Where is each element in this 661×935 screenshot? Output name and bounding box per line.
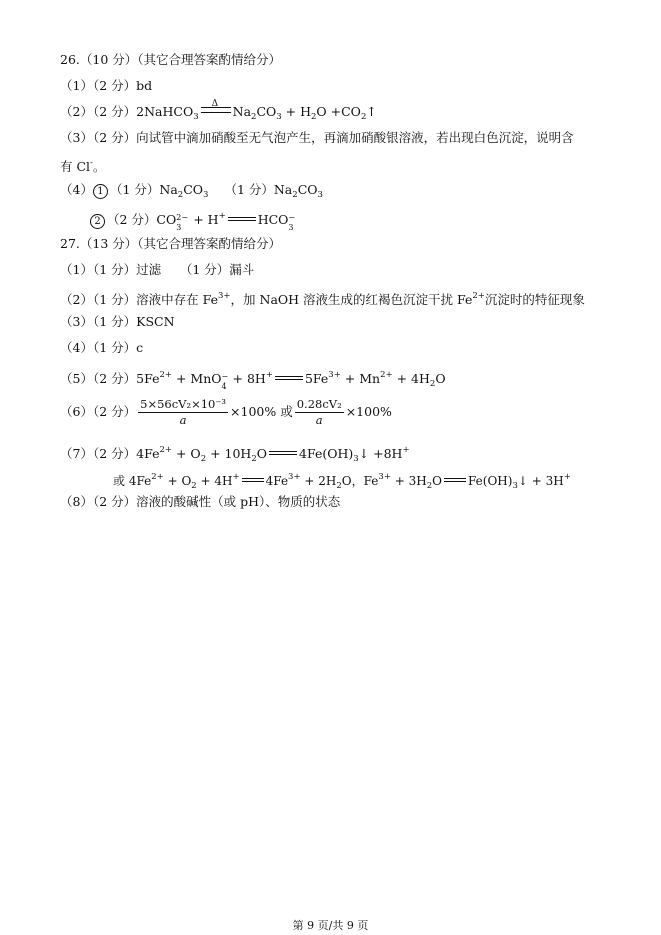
superscript: + bbox=[563, 472, 571, 482]
text: O bbox=[432, 474, 443, 488]
subscript: 2 bbox=[251, 454, 257, 464]
q27-part7-line1 bbox=[60, 441, 410, 468]
q26-part2-label: （2）（2 分） bbox=[60, 104, 137, 119]
text: + O bbox=[163, 474, 192, 488]
q27-part8: （8）（2 分）溶液的酸碱性（或 pH）、物质的状态 bbox=[60, 494, 341, 509]
text: + 8H bbox=[228, 371, 266, 386]
superscript: 3+ bbox=[288, 472, 301, 482]
text: ，加 NaOH 溶液生成的红褐色沉淀干扰 Fe bbox=[230, 292, 473, 307]
q26-part4-line2 bbox=[90, 207, 296, 232]
denominator: a bbox=[315, 413, 323, 427]
superscript: + bbox=[232, 472, 240, 482]
circled-number: 2 bbox=[90, 214, 105, 229]
q27-header: 27.（13 分）（其它合理答案酌情给分） bbox=[60, 236, 282, 251]
superscript: 2− bbox=[176, 213, 189, 222]
denominator: a bbox=[179, 413, 187, 427]
text: + 10H bbox=[206, 446, 252, 461]
gas-arrow-icon bbox=[366, 104, 376, 119]
subscript: 2 bbox=[251, 112, 257, 122]
superscript: + bbox=[218, 211, 226, 221]
q27-part5 bbox=[60, 366, 446, 393]
q26-part4-label: （4） bbox=[60, 182, 93, 197]
q26-part2 bbox=[60, 99, 377, 126]
superscript: - bbox=[90, 158, 93, 168]
page-footer: 第 9 页/共 9 页 bbox=[292, 919, 369, 932]
text: O bbox=[256, 446, 268, 461]
equation-text: Na bbox=[232, 104, 252, 119]
numerator: 5×56cV₂×10⁻³ bbox=[140, 397, 227, 411]
text: + Mn bbox=[340, 371, 381, 386]
equation-text: O +CO bbox=[316, 104, 361, 119]
circled-number: 1 bbox=[93, 184, 108, 199]
subscript: 2 bbox=[292, 190, 298, 200]
equals-sign bbox=[228, 217, 256, 221]
text: 沉淀时的特征现象 bbox=[484, 292, 585, 307]
subscript: 3 bbox=[353, 454, 359, 464]
q27-part3: （3）（1 分）KSCN bbox=[60, 314, 175, 329]
text: + H bbox=[189, 212, 219, 227]
subscript: 2 bbox=[200, 454, 207, 464]
sub-superscript bbox=[176, 213, 189, 232]
text: （7）（2 分）4Fe bbox=[60, 446, 160, 461]
numerator: 0.28cV₂ bbox=[296, 397, 342, 411]
subscript: 3 bbox=[276, 112, 282, 122]
subscript: 4 bbox=[221, 382, 227, 391]
text: 。 bbox=[92, 159, 106, 174]
subscript: 2 bbox=[429, 379, 436, 389]
equation-text: CO bbox=[256, 104, 277, 119]
q26-part4-line1 bbox=[60, 181, 323, 204]
q27-part1: （1）（1 分）过滤 （1 分）漏斗 bbox=[60, 262, 255, 277]
equals-sign bbox=[269, 451, 297, 455]
fraction-1 bbox=[138, 397, 228, 428]
q27-part6 bbox=[60, 395, 392, 429]
subscript: 3 bbox=[193, 112, 199, 122]
superscript: 3+ bbox=[378, 472, 391, 482]
subscript: 2 bbox=[191, 481, 197, 491]
text: 有 Cl bbox=[60, 159, 91, 174]
superscript: + bbox=[402, 445, 410, 455]
superscript: 3+ bbox=[328, 370, 341, 380]
q26-part3-line1: （3）（2 分）向试管中滴加硝酸至无气泡产生，再滴加硝酸银溶液，若出现白色沉淀，说明含 bbox=[60, 130, 574, 145]
text: （5）（2 分）5Fe bbox=[60, 371, 160, 386]
text: （6）（2 分） bbox=[60, 404, 137, 419]
text: （2）（1 分）溶液中存在 Fe bbox=[60, 292, 218, 307]
subscript: 2 bbox=[336, 481, 342, 491]
equation-text: 2NaHCO bbox=[136, 104, 194, 119]
superscript: + bbox=[265, 370, 273, 380]
q26-part3-line2 bbox=[60, 154, 105, 176]
subscript: 3 bbox=[203, 190, 209, 200]
text: 或 4Fe bbox=[113, 474, 152, 488]
text: ×100% 或 bbox=[230, 404, 293, 419]
heating-equals-sign bbox=[201, 99, 231, 113]
text: Fe(OH) bbox=[468, 474, 513, 488]
equals-sign bbox=[275, 376, 303, 380]
superscript: 3+ bbox=[218, 291, 231, 301]
text: + 2H bbox=[300, 474, 337, 488]
equation-text: + H bbox=[281, 104, 311, 119]
text: HCO bbox=[257, 212, 289, 227]
q27-part4: （4）（1 分）c bbox=[60, 340, 144, 355]
text: + MnO bbox=[172, 371, 222, 386]
q26-part1: （1）（2 分）bd bbox=[60, 78, 153, 93]
superscript: 2+ bbox=[159, 445, 173, 455]
subscript: 2 bbox=[426, 481, 433, 491]
q27-part7-line2 bbox=[113, 468, 571, 495]
text: O bbox=[435, 371, 446, 386]
subscript: 3 bbox=[288, 223, 294, 232]
superscript: − bbox=[221, 372, 229, 381]
equals-sign bbox=[444, 478, 466, 482]
subscript: 2 bbox=[311, 112, 317, 122]
superscript: 2+ bbox=[380, 370, 393, 380]
sub-superscript bbox=[288, 213, 296, 232]
text: + 3H bbox=[390, 474, 427, 488]
text: ↓ +8H bbox=[358, 446, 403, 461]
fraction-2 bbox=[295, 397, 344, 428]
superscript: 2+ bbox=[472, 291, 485, 301]
q26-header: 26.（10 分）（其它合理答案酌情给分） bbox=[60, 52, 282, 67]
sub-superscript bbox=[221, 372, 229, 391]
subscript: 3 bbox=[512, 481, 518, 491]
superscript: − bbox=[288, 213, 296, 222]
q27-part2 bbox=[60, 287, 585, 309]
subscript: 3 bbox=[176, 223, 182, 232]
text: + 4H bbox=[196, 474, 233, 488]
text: CO bbox=[183, 182, 204, 197]
equals-sign bbox=[242, 478, 264, 482]
text: 4Fe bbox=[265, 474, 289, 488]
text: + O bbox=[172, 446, 201, 461]
superscript: 2+ bbox=[159, 370, 173, 380]
text: CO bbox=[297, 182, 318, 197]
delta-symbol: Δ bbox=[211, 99, 219, 109]
subscript: 2 bbox=[360, 112, 367, 122]
text: （1 分）Na bbox=[109, 182, 178, 197]
text: （2 分）CO bbox=[107, 212, 177, 227]
superscript: 2+ bbox=[151, 472, 164, 482]
subscript: 2 bbox=[177, 190, 184, 200]
subscript: 3 bbox=[317, 190, 323, 200]
text: （1 分）Na bbox=[224, 182, 293, 197]
text: O，Fe bbox=[341, 474, 379, 488]
text: 4Fe(OH) bbox=[299, 446, 354, 461]
text: ×100% bbox=[345, 404, 392, 419]
text: 5Fe bbox=[304, 371, 329, 386]
text: + 4H bbox=[392, 371, 430, 386]
text: ↓ + 3H bbox=[517, 474, 564, 488]
